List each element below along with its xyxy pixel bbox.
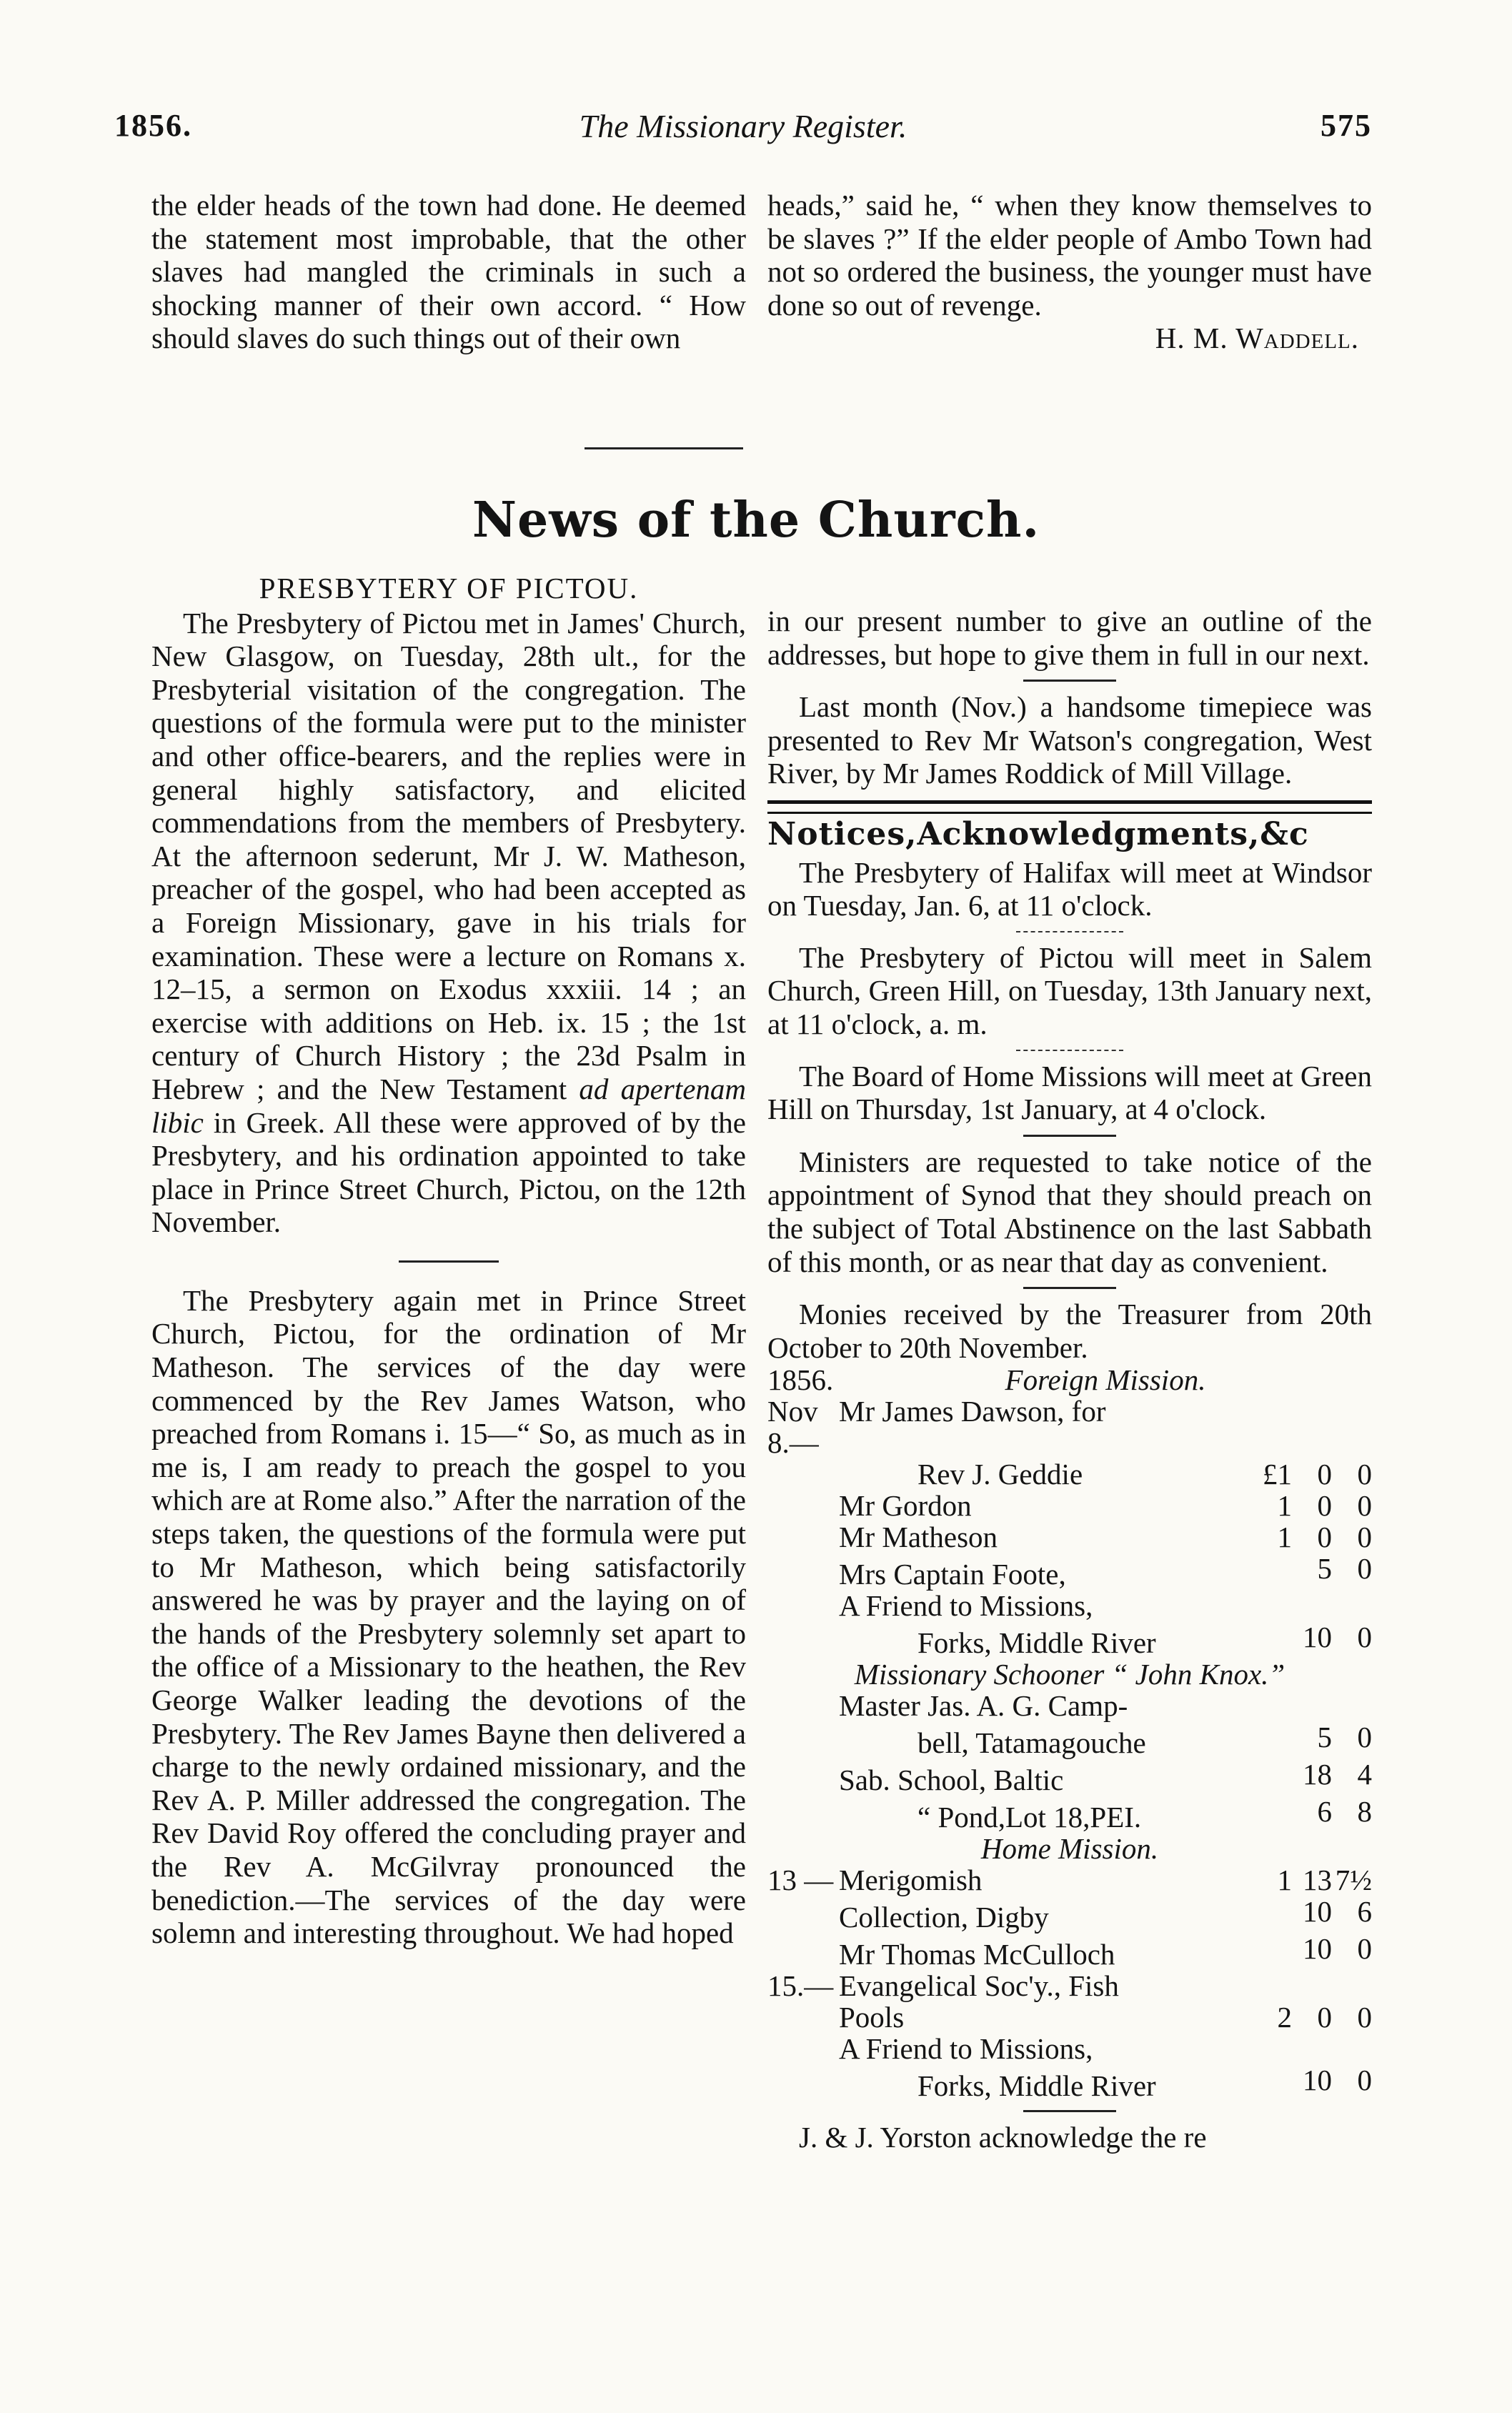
ledger-entry: Rev J. Geddie [917,1458,1083,1491]
amount-pence: 0 [1357,1721,1372,1754]
amount-pounds [1252,2064,1292,2096]
amount-shillings: 13 [1303,1864,1332,1897]
header-year: 1856. [114,108,192,143]
amount-pence: 4 [1357,1758,1372,1791]
ledger-entry: Evangelical Soc'y., Fish [839,1969,1119,2003]
presbytery-paragraph-2-continued: in our present number to give an outline of the addresses, but hope to give them in full in our next. [767,605,1372,671]
ledger-year-row: 1856. Foreign Mission. [767,1364,1372,1395]
amount-pounds [1252,1758,1292,1790]
ledger-entry: Pools [839,2001,905,2034]
paragraph-divider [399,1260,499,1263]
ledger-entry: Forks, Middle River [917,2069,1156,2103]
ledger-amount [1250,2064,1372,2096]
notices-heading: Notices,Acknowledgments,&c [767,815,1309,852]
ledger-entry: Collection, Digby [839,1901,1049,1934]
ledger-row [767,1553,1372,1590]
ledger-entry: Mr Matheson [839,1521,998,1554]
amount-pence: 8 [1357,1795,1372,1829]
amount-pence: 6 [1357,1895,1372,1929]
ledger-row [767,2001,1372,2033]
amount-shillings: 5 [1317,1721,1332,1754]
ledger-row [767,1796,1372,1833]
ledger-entry: Merigomish [839,1864,983,1897]
ledger-entry: Master Jas. A. G. Camp- [839,1689,1128,1723]
notice-item: The Presbytery of Halifax will meet at Windsor on Tuesday, Jan. 6, at 11 o'clock. [767,855,1372,922]
timepiece-notice: Last month (Nov.) a handsome timepiece was presented to Rev Mr Watson's congregation, West River, by Mr James Roddick of Mill Village. [767,690,1372,790]
amount-pence: 0 [1357,1458,1372,1491]
amount-pence: 0 [1357,2001,1372,2034]
ledger-amount [1250,1864,1372,1896]
header-page-number: 575 [1320,108,1372,143]
ledger-amount [1250,1721,1372,1753]
amount-pounds: 2 [1277,2001,1292,2034]
amount-pence: 0 [1357,1521,1372,1554]
amount-pounds [1252,1933,1292,1964]
ledger-entry: A Friend to Missions, [839,1589,1093,1623]
amount-shillings: 10 [1303,1932,1332,1966]
amount-pounds: £1 [1263,1458,1292,1491]
ledger-entry: Mrs Captain Foote, [839,1558,1066,1591]
paragraph-divider [1023,2110,1116,2112]
top-left-paragraph: the elder heads of the town had done. He deemed the statement most improbable, that the other slaves had mangled the criminals in such a shocking manner of their own accord. “ How should slaves do such things out of their own [151,189,746,355]
ledger-amount [1250,1758,1372,1790]
amount-pence: 7½ [1335,1864,1372,1897]
amount-pence: 0 [1357,1489,1372,1523]
ledger-date: 15.— [767,1969,834,2003]
ledger-amount [1250,1896,1372,1927]
amount-pence: 0 [1357,1552,1372,1586]
amount-shillings: 0 [1317,2001,1332,2034]
section-title: News of the Church. [472,492,1040,549]
ledger-amount [1250,1796,1372,1827]
amount-shillings: 5 [1317,1552,1332,1586]
ledger-amount [1250,1553,1372,1584]
amount-shillings: 0 [1317,1458,1332,1491]
ledger-row [767,1521,1372,1553]
ledger-entry: Mr James Dawson, for [839,1395,1106,1428]
paragraph-divider [1023,1287,1116,1289]
ledger-row [767,1490,1372,1521]
monies-ledger [767,1364,1372,2101]
ledger-amount [1250,2001,1372,2033]
ledger-amount [1250,1933,1372,1964]
home-mission-caption: Home Mission. [980,1832,1159,1866]
ledger-amount [1250,1521,1372,1553]
amount-shillings: 10 [1303,1621,1332,1654]
schooner-caption: Missionary Schooner “ John Knox.” [854,1658,1285,1691]
ledger-row [767,1395,1372,1458]
amount-pounds: 1 [1277,1521,1292,1554]
closing-line: J. & J. Yorston acknowledge the re [799,2121,1207,2154]
amount-pence: 0 [1357,1932,1372,1966]
amount-shillings: 0 [1317,1521,1332,1554]
amount-pounds [1252,1553,1292,1584]
paragraph-divider [1023,680,1116,682]
ledger-entry: Forks, Middle River [917,1626,1156,1660]
notice-item: The Presbytery of Pictou will meet in Salem Church, Green Hill, on Tuesday, 13th January next, at 11 o'clock, a. m. [767,940,1372,1040]
amount-pounds [1252,1721,1292,1753]
running-header [114,107,1372,157]
amount-pounds [1252,1896,1292,1927]
ledger-entry: Mr Gordon [839,1489,972,1523]
ledger-row [767,1690,1372,1721]
double-rule [767,800,1372,814]
ledger-row [767,1458,1372,1490]
ledger-row [767,1721,1372,1758]
notice-item: The Board of Home Missions will meet at Green Hill on Thursday, 1st January, at 4 o'clock. [767,1059,1372,1126]
presbytery-paragraph-2: The Presbytery again met in Prince Street Church, Pictou, for the ordination of Mr Matheson. The services of the day were commenced by the Rev James Watson, who preached from Romans i. 15—“ So, as much as in me is, I am ready to preach the gospel to you which are at Rome also.” After the narration of the steps taken, the questions of the formula were put to Mr Matheson, which being satisfactorily answered he was by prayer and the laying on of the hands of the Presbytery solemnly set apart to the office of a Missionary to the heathen, the Rev George Walker leading the devotions of the Presbytery. The Rev James Bayne then delivered a charge to the newly ordained missionary, and the Rev A. P. Miller addressed the congregation. The Rev David Roy offered the concluding prayer and the Rev A. McGilvray pronounced the benediction.—The services of the day were solemn and interesting throughout. We had hoped [151,1283,746,1950]
ledger-row [767,1621,1372,1658]
ledger-row [767,1864,1372,1896]
paragraph-divider [1023,1135,1116,1137]
ledger-amount [1250,1621,1372,1653]
amount-shillings: 0 [1317,1489,1332,1523]
ledger-row [767,1896,1372,1933]
foreign-mission-caption: Foreign Mission. [1005,1363,1206,1397]
ledger-amount [1250,1490,1372,1521]
amount-shillings: 10 [1303,2064,1332,2097]
left-column [151,572,746,1950]
amount-shillings: 10 [1303,1895,1332,1929]
ledger-entry: “ Pond,Lot 18,PEI. [917,1801,1142,1834]
ledger-row [767,1758,1372,1796]
amount-pounds [1252,1621,1292,1653]
top-right-paragraph: heads,” said he, “ when they know themselves to be slaves ?” If the elder people of Ambo Town had not so ordered the business, the younger must have done so out of revenge. H. M. Waddell. [767,189,1372,355]
ledger-entry: A Friend to Missions, [839,2032,1093,2066]
amount-pounds: 1 [1277,1489,1292,1523]
article-signature: H. M. Waddell. [1155,322,1359,355]
ledger-entry: bell, Tatamagouche [917,1726,1146,1760]
header-title: The Missionary Register. [579,108,907,144]
ledger-date: 13 — [767,1864,834,1897]
presbytery-paragraph-1: The Presbytery of Pictou met in James' Church, New Glasgow, on Tuesday, 28th ult., for the Presbyterial visitation of the congregation. The questions of the formula were put to the minister and other office-bearers, and the replies were in general highly satisfactory, and elicited commendations from the members of Presbytery. At the afternoon sederunt, Mr J. W. Matheson, preacher of the gospel, who had been accepted as a Foreign Missionary, gave in his trials for examination. These were a lecture on Romans x. 12–15, a sermon on Exodus xxxiii. 14 ; an exercise with additions on Heb. ix. 15 ; the 1st century of Church History ; the 23d Psalm in Hebrew ; and the New Testament ad apertenam libic in Greek. All these were approved of by the Presbytery, and his ordination appointed to take place in Prince Street Church, Pictou, on the 12th November. [151,606,747,1239]
presbytery-heading: PRESBYTERY OF PICTOU. [259,572,639,605]
ledger-entry: Sab. School, Baltic [839,1763,1064,1797]
notice-item: Ministers are requested to take notice of the appointment of Synod that they should preach on the subject of Total Abstinence on the last Sabbath of this month, or as near that day as convenient. [767,1145,1372,1278]
section-divider [585,447,743,449]
ledger-row [767,2033,1372,2064]
monies-intro: Monies received by the Treasurer from 20th October to 20th November. [767,1298,1372,1364]
ledger-row [767,1933,1372,1970]
ledger-amount [1250,1458,1372,1490]
dash-divider [1016,1050,1123,1051]
ledger-row [767,1590,1372,1621]
amount-shillings: 18 [1303,1758,1332,1791]
amount-pounds [1252,1796,1292,1827]
amount-pence: 0 [1357,1621,1372,1654]
ledger-entry: Mr Thomas McCulloch [839,1938,1115,1971]
ledger-date: Nov 8.— [767,1395,819,1460]
amount-pence: 0 [1357,2064,1372,2097]
amount-pounds: 1 [1277,1864,1292,1897]
dash-divider [1016,931,1123,932]
right-column [767,605,1372,2154]
ledger-row [767,1970,1372,2001]
ledger-row [767,2064,1372,2101]
amount-shillings: 6 [1317,1795,1332,1829]
